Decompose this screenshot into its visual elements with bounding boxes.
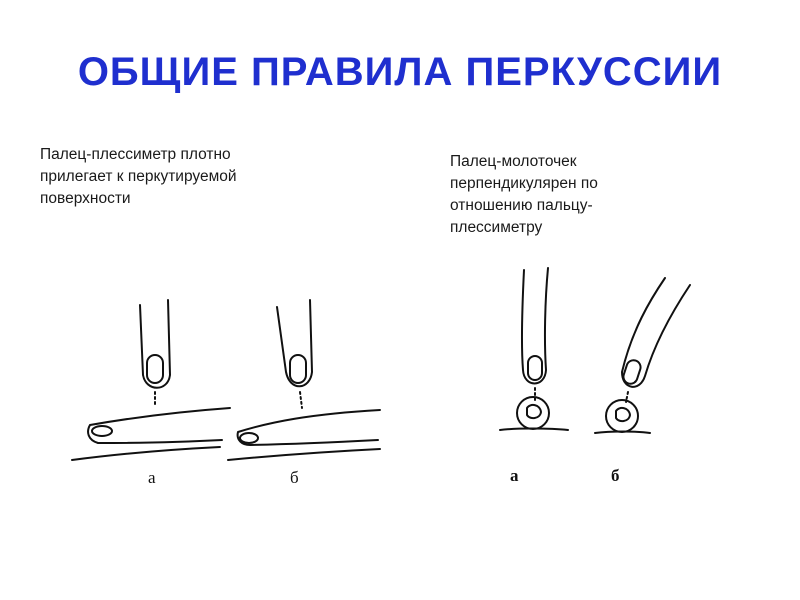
- hammer-finger-caption: Палец-молоточек перпендикулярен по отношению пальцу- плессиметру: [450, 153, 598, 236]
- figure-label-left-b: б: [290, 468, 299, 487]
- plessimeter-section-b: [606, 400, 638, 432]
- hammer-finger-b-right: [622, 278, 690, 387]
- plessimeter-section-inner-a: [527, 405, 541, 418]
- hammer-nail-a-right: [528, 356, 542, 380]
- slide-title: ОБЩИЕ ПРАВИЛА ПЕРКУССИИ: [77, 50, 723, 94]
- hammer-finger-a-right: [522, 268, 548, 384]
- plessimeter-section-a: [517, 397, 549, 429]
- figure-label-right-b: б: [611, 466, 620, 485]
- figure-label-right-a: а: [510, 466, 519, 485]
- figure-label-left-a: а: [148, 468, 156, 487]
- plessimeter-section-inner-b: [616, 408, 630, 421]
- plessimeter-caption: Палец-плессиметр плотно прилегает к перкутируемой поверхности: [40, 146, 237, 207]
